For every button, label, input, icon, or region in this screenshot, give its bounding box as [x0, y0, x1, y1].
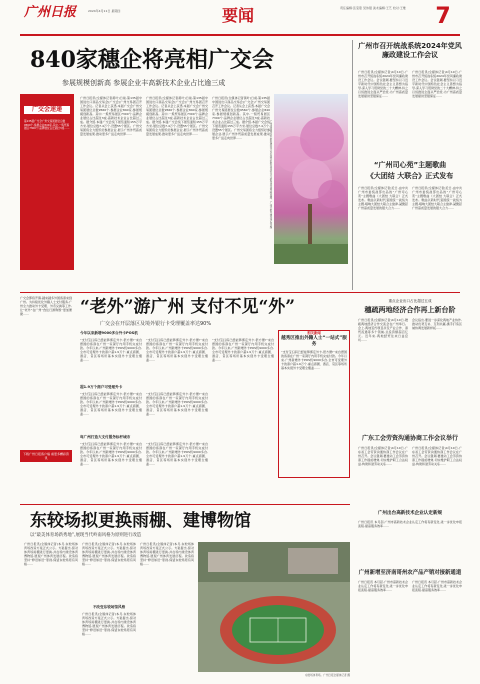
right-mid-headline-1: “广州司心苑”主题歌曲 — [373, 161, 447, 169]
feature-left-sidebar — [20, 296, 72, 472]
related-news-headline: 越秀区推出外籍人士“一站式”服务 — [281, 336, 347, 347]
masthead — [0, 0, 480, 40]
notice-body-1: 广州日报讯 本月起,广州市高新技术企业认定工作将有新变化,进一步优化申报流程,提高服务效率…… — [358, 520, 462, 528]
right-top-headline: 广州市召开统战系统2024年党风廉政建设工作会议 — [358, 42, 462, 59]
right-lower-smallhead: 重点企业出口占比超过五成 — [388, 299, 432, 303]
section-title: 要闻 — [222, 6, 255, 25]
bottom-photo — [198, 542, 350, 672]
right-mid-body-col1: 广州日报讯(全媒体记者)近日,由中共广州市委统战部出品的“广州司心苑”主题歌曲《大团结 大联合》正式发布。歌曲以新时代爱国统一战线为主题,唱响大团结大联合主旋律,凝聚起广州高质量发展的强大合力…… — [358, 186, 408, 210]
right-column-divider — [352, 40, 353, 290]
feature-body-col6: “支付宝扫码已经能够绑定外卡,很方便!”来自德国的客商在广州一家餐厅内用手机完成付款。今年以来,广州新增外卡POS机9000多台,全市可受理外卡的商户超1.9万个,重点商圈、酒店、景区等场所基本实现外卡受理全覆盖…… — [146, 442, 208, 466]
feature-section-2: 超1.9万个商户可受理外卡 — [80, 385, 123, 389]
cover-sidebar — [20, 94, 74, 270]
main-body-col2: 广州日报讯(全媒体记者黄叶)日前,第135届中国进出口商品交易会(广交会)广州交易团召开工作会议。记者从会上获悉,本届广交会广州交易团展位总数9560个,参展企业840家,参展规模创新高。其中,一般贸易展区7300个;品牌企业展位占比超过3成,高新技术企业占比超过三成。据介绍,本届广交会线下展览面积155万平方米,展位总数7.4万个,设置55个展区。广州交易团将全力组织好参展企业,展示广州外贸高质量发展成果,推动更多广货走向世界…… — [146, 96, 208, 136]
stadium-aerial-illustration — [198, 542, 350, 672]
right-lower-body2-col1: 广州日报讯(全媒体记者)4月10日,广东省工会劳资沟通协商工作会议在广州召开。会议强调,要推动工会劳资协商工作提质增效,切实维护职工合法权益,构建和谐劳动关系…… — [358, 446, 408, 466]
main-body-col3: 广州日报讯(全媒体记者黄叶)日前,第135届中国进出口商品交易会(广交会)广州交易团召开工作会议。记者从会上获悉,本届广交会广州交易团展位总数9560个,参展企业840家,参展规模创新高。其中,一般贸易展区7300个;品牌企业展位占比超过3成,高新技术企业占比超过三成。据介绍,本届广交会线下展览面积155万平方米,展位总数7.4万个,设置55个展区。广州交易团将全力组织好参展企业,展示广州外贸高质量发展成果,推动更多广货走向世界…… — [212, 96, 270, 140]
right-lower-body-col2: 会议指出,要进一步深化两地产业协作,推动优势互补、互利共赢,携手打造区域协调发展新样板…… — [412, 318, 462, 330]
feature-body-col7: “支付宝扫码已经能够绑定外卡,很方便!”来自德国的客商在广州一家餐厅内用手机完成付款。今年以来,广州新增外卡POS机9000多台,全市可受理外卡的商户超1.9万个,重点商圈、酒店、景区等场所基本实现外卡受理全覆盖…… — [212, 338, 274, 362]
feature-section-3: 每广州打造大支付服务标杆城市 — [80, 435, 131, 439]
app-download-banner[interactable]: 下载广州日报客户端 看更多精彩资讯 — [20, 450, 72, 462]
bottom-subhead: 以“最美体育场新秀地”,展现当代岭南风格为原则进行改造 — [30, 533, 142, 538]
main-body-col1: 广州日报讯(全媒体记者黄叶)日前,第135届中国进出口商品交易会(广交会)广州交易团召开工作会议。记者从会上获悉,本届广交会广州交易团展位总数9560个,参展企业840家,参展规模创新高。其中,一般贸易展区7300个;品牌企业展位占比超过3成,高新技术企业占比超过三成。据介绍,本届广交会线下展览面积155万平方米,展位总数7.4万个,设置55个展区。广州交易团将全力组织好参展企业,展示广州外贸高质量发展成果,推动更多广货走向世界…… — [80, 96, 142, 136]
cover-sidebar-text: 第135届广交会广州交易团展位总数9560个,参展企业840家,其中,一般贸易展区7300个;品牌展位占比超过3成…… — [24, 120, 70, 131]
masthead-rule — [20, 34, 460, 36]
right-lower-body-col1: 广州日报讯(全媒体记者)4月10日,穗疏两地经济合作交流会在广州举行。会上,两地签约项目涉及产业合作、商贸流通等多个领域,总投资额超百亿元。近年来,两地经贸往来日益密切…… — [358, 318, 408, 342]
feature-body-col2: “支付宝扫码已经能够绑定外卡,很方便!”来自德国的客商在广州一家餐厅内用手机完成付款。今年以来,广州新增外卡POS机9000多台,全市可受理外卡的商户超1.9万个,重点商圈、酒店、景区等场所基本实现外卡受理全覆盖…… — [146, 338, 208, 362]
editor-credits: 责任编辑:张莹姿 吴伟强 美术编辑:王艺 校对:王维 — [340, 6, 406, 10]
notice-body-2-col2: 广州日报讯 本月起,广州市高新技术企业认定工作将有新变化,进一步优化申报流程,提高服务效率…… — [412, 580, 462, 592]
right-lower-headline-2: 广东工会劳资沟通协商工作会议举行 — [361, 435, 458, 442]
right-top-body-col2: 广州日报讯(全媒体记者)4月10日,广州市召开统战系统2024年党风廉政建设工作会议。会议强调,要坚持以习近平新时代中国特色社会主义思想为指导,深入学习贯彻党的二十大精神,持之以恒推进全面从严治党,为广州高质量发展提供坚强保证…… — [412, 70, 462, 98]
right-lower-headline: 穗疏两地经济合作再上新台阶 — [364, 306, 456, 314]
bottom-body-col4: 广州日报讯(全媒体记者)本月,东较场体育场改造方案正式公示。方案提出,拟对体育场雨棚进行更换,并在场内建设体育博物馆,展现广州体育发展历程。改造将坚持“修旧如旧”原则,保留东较场原有风格…… — [140, 542, 194, 566]
bottom-body-col1: 广州日报讯(全媒体记者)本月,东较场体育场改造方案正式公示。方案提出,拟对体育场雨棚进行更换,并在场内建设体育博物馆,展现广州体育发展历程。改造将坚持“修旧如旧”原则,保留东较场原有风格…… — [24, 542, 78, 566]
section-rule-2 — [20, 504, 350, 505]
bottom-body-col3: 广州日报讯(全媒体记者)本月,东较场体育场改造方案正式公示。方案提出,拟对体育场雨棚进行更换,并在场内建设体育博物馆,展现广州体育发展历程。改造将坚持“修旧如旧”原则,保留东较场原有风格…… — [82, 612, 136, 636]
section-rule-1 — [20, 292, 460, 293]
right-mid-headline-2: 《大团结 大联合》正式发布 — [366, 172, 454, 180]
related-news-body: “支付宝扫码已经能够绑定外卡,很方便!”来自德国的客商在广州一家餐厅内用手机完成付款。今年以来,广州新增外卡POS机9000多台,全市可受理外卡的商户超1.9万个,重点商圈、酒店、景区等场所基本实现外卡受理全覆盖…… — [281, 350, 348, 370]
feature-body-col5: “支付宝扫码已经能够绑定外卡,很方便!”来自德国的客商在广州一家餐厅内用手机完成付款。今年以来,广州新增外卡POS机9000多台,全市可受理外卡的商户超1.9万个,重点商圈、酒店、景区等场所基本实现外卡受理全覆盖…… — [80, 442, 142, 466]
paper-logo: 广州日报 — [24, 5, 77, 20]
issue-date: 2024年4月11日 星期四 — [88, 9, 121, 13]
right-lower-body2-col2: 广州日报讯(全媒体记者)4月10日,广东省工会劳资沟通协商工作会议在广州召开。会议强调,要推动工会劳资协商工作提质增效,切实维护职工合法权益,构建和谐劳动关系…… — [412, 446, 462, 466]
right-mid-body-col2: 广州日报讯(全媒体记者)近日,由中共广州市委统战部出品的“广州司心苑”主题歌曲《大团结 大联合》正式发布。歌曲以新时代爱国统一战线为主题,唱响大团结大联合主旋律,凝聚起广州高质量发展的强大合力…… — [412, 186, 462, 210]
feature-body-col3: “支付宝扫码已经能够绑定外卡,很方便!”来自德国的客商在广州一家餐厅内用手机完成付款。今年以来,广州新增外卡POS机9000多台,全市可受理外卡的商户超1.9万个,重点商圈、酒店、景区等场所基本实现外卡受理全覆盖…… — [80, 392, 142, 416]
bottom-photo-caption: 东较场体育场。广州日报全媒体记者 摄 — [305, 674, 350, 677]
feature-body-col4: “支付宝扫码已经能够绑定外卡,很方便!”来自德国的客商在广州一家餐厅内用手机完成付款。今年以来,广州新增外卡POS机9000多台,全市可受理外卡的商户超1.9万个,重点商圈、酒店、景区等场所基本实现外卡受理全覆盖…… — [146, 392, 208, 416]
bottom-body-col2: 广州日报讯(全媒体记者)本月,东较场体育场改造方案正式公示。方案提出,拟对体育场雨棚进行更换,并在场内建设体育博物馆,展现广州体育发展历程。改造将坚持“修旧如旧”原则,保留东较场原有风格…… — [82, 542, 136, 566]
main-subhead: 参展规模创新高 参展企业丰高新技术企业占比逾三成 — [62, 79, 226, 87]
related-news-box — [278, 330, 350, 478]
bottom-section-1: 不改变东较场馆风格 — [92, 605, 126, 609]
right-top-body-col1: 广州日报讯(全媒体记者)4月10日,广州市召开统战系统2024年党风廉政建设工作会议。会议强调,要坚持以习近平新时代中国特色社会主义思想为指导,深入学习贯彻党的二十大精神,持之以恒推进全面从严治党,为广州高质量发展提供坚强保证…… — [358, 70, 408, 98]
page-number: 7 — [435, 4, 451, 29]
notice-headline-2: 广州新增至济南哥州农产品产销对接新通道 — [358, 570, 462, 576]
feature-headline: “老外”游广州 支付不见“外” — [80, 297, 296, 317]
notice-headline-1: 广州出台高新技术企业认定新规 — [377, 511, 443, 516]
main-photo — [274, 94, 348, 264]
main-headline: 840家穗企将亮相广交会 — [30, 47, 274, 73]
notice-body-2-col1: 广州日报讯 本月起,广州市高新技术企业认定工作将有新变化,进一步优化申报流程,提高服务效率…… — [358, 580, 408, 592]
related-news-label: 相关新闻 — [307, 331, 321, 335]
feature-subhead: 广交会在开层落区及境外银行卡受理覆盖率达90% — [100, 321, 212, 327]
photo-tree-illustration — [274, 94, 348, 264]
feature-left-text: 广交会即将开幕,越来越多外国客商来到广州。为持续优化外籍人士支付服务,广州全力推动外卡受理、外币兑换等工作,让“老外”在广州“食住行游购娱”更加便捷…… — [20, 296, 72, 316]
bottom-headline: 东较场拟更换雨棚、建博物馆 — [30, 511, 251, 531]
feature-section-1: 今年以来新增9000多台外卡POS机 — [80, 331, 138, 335]
cover-sidebar-label: 广交会速递 — [24, 106, 70, 114]
main-photo-caption: 广州市黄埔区长岭街道某小区,盛开的紫花风铃木与都市风景相映成趣。广州日报全媒体记者 摄 — [269, 120, 272, 229]
feature-body-col1: “支付宝扫码已经能够绑定外卡,很方便!”来自德国的客商在广州一家餐厅内用手机完成付款。今年以来,广州新增外卡POS机9000多台,全市可受理外卡的商户超1.9万个,重点商圈、酒店、景区等场所基本实现外卡受理全覆盖…… — [80, 338, 142, 362]
